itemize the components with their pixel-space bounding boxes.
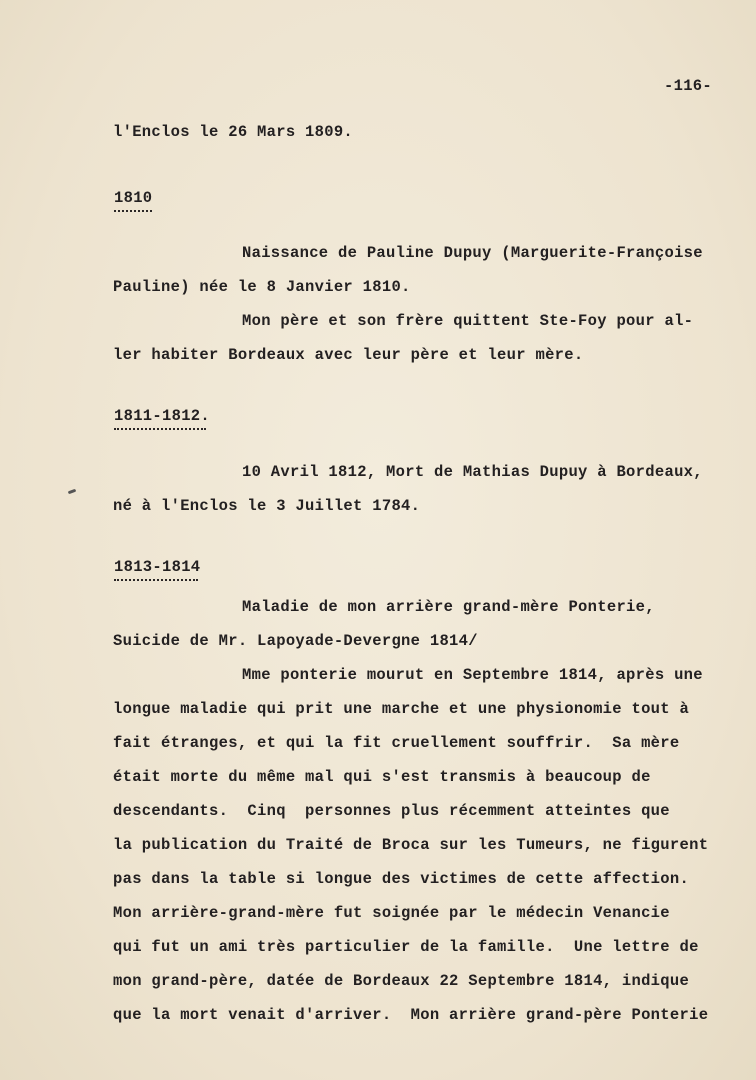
text-line-20: Mon arrière-grand-mère fut soignée par le médecin Venancie — [113, 904, 670, 922]
text-line-1: l'Enclos le 26 Mars 1809. — [113, 123, 354, 141]
text-line-4: Pauline) née le 8 Janvier 1810. — [113, 278, 411, 296]
text-line-17: descendants. Cinq personnes plus récemment atteintes que — [113, 802, 670, 820]
text-line-18: la publication du Traité de Broca sur les Tumeurs, ne figurent — [113, 836, 709, 854]
text-line-9: né à l'Enclos le 3 Juillet 1784. — [113, 497, 421, 515]
heading-underline-1813-1814 — [114, 579, 198, 581]
text-line-6: ler habiter Bordeaux avec leur père et leur mère. — [113, 346, 584, 364]
text-line-14: longue maladie qui prit une marche et une physionomie tout à — [113, 700, 690, 718]
text-line-15: fait étranges, et qui la fit cruellement souffrir. Sa mère — [113, 734, 680, 752]
text-line-5: Mon père et son frère quittent Ste-Foy pour al- — [242, 312, 694, 330]
text-line-8: 10 Avril 1812, Mort de Mathias Dupuy à Bordeaux, — [242, 463, 703, 481]
text-line-12: Suicide de Mr. Lapoyade-Devergne 1814/ — [113, 632, 478, 650]
heading-underline-1810 — [114, 210, 152, 212]
heading-underline-1811-1812 — [114, 428, 206, 430]
text-line-22: mon grand-père, datée de Bordeaux 22 Septembre 1814, indique — [113, 972, 690, 990]
text-line-16: était morte du même mal qui s'est transmis à beaucoup de — [113, 768, 651, 786]
stray-ink-mark — [68, 489, 77, 495]
text-line-3: Naissance de Pauline Dupuy (Marguerite-Françoise — [242, 244, 703, 262]
text-line-19: pas dans la table si longue des victimes de cette affection. — [113, 870, 690, 888]
text-line-11: Maladie de mon arrière grand-mère Ponterie, — [242, 598, 655, 616]
text-line-21: qui fut un ami très particulier de la famille. Une lettre de — [113, 938, 699, 956]
year-heading-1810: 1810 — [114, 189, 153, 207]
year-heading-1811-1812: 1811-1812. — [114, 407, 211, 425]
year-heading-1813-1814: 1813-1814 — [114, 558, 201, 576]
page-number: -116- — [664, 77, 713, 95]
text-line-13: Mme ponterie mourut en Septembre 1814, après une — [242, 666, 703, 684]
text-line-23: que la mort venait d'arriver. Mon arrière grand-père Ponterie — [113, 1006, 709, 1024]
